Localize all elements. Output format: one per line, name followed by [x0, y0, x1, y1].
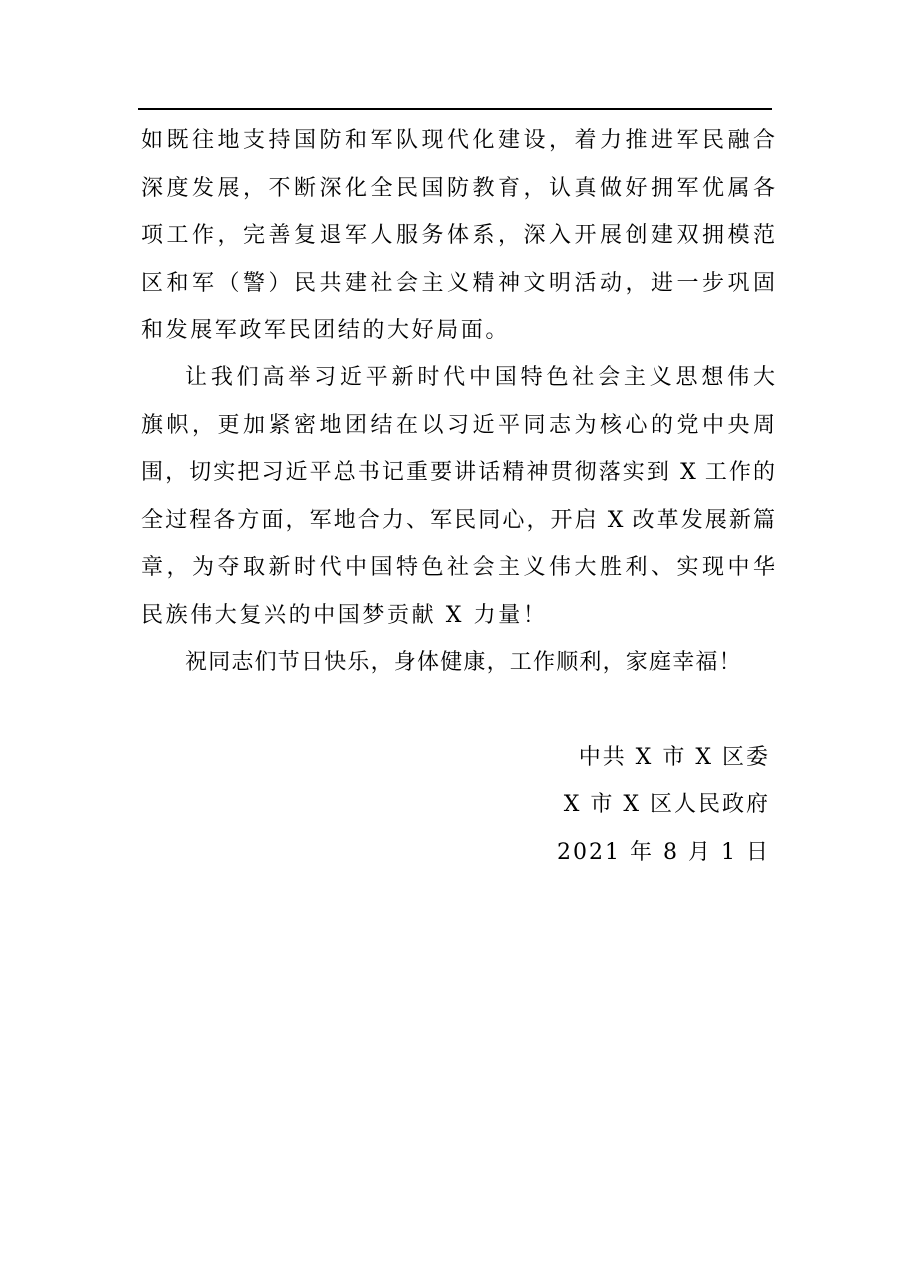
signature-government: X 市 X 区人民政府 — [563, 792, 770, 817]
text-line: 围，切实把习近平总书记重要讲话精神贯彻落实到 X 工作的 — [141, 460, 775, 485]
top-rule — [138, 108, 772, 110]
signature-date: 2021 年 8 月 1 日 — [557, 840, 770, 865]
text-line: 章，为夺取新时代中国特色社会主义伟大胜利、实现中华 — [141, 555, 775, 580]
text-line: 旗帜，更加紧密地团结在以习近平同志为核心的党中央周 — [141, 413, 775, 438]
text-line: 全过程各方面，军地合力、军民同心，开启 X 改革发展新篇 — [141, 508, 775, 533]
text-line: 项工作，完善复退军人服务体系，深入开展创建双拥模范 — [141, 223, 775, 248]
text-line: 如既往地支持国防和军队现代化建设，着力推进军民融合 — [141, 128, 775, 153]
text-line: 让我们高举习近平新时代中国特色社会主义思想伟大 — [185, 365, 775, 390]
text-line: 区和军（警）民共建社会主义精神文明活动，进一步巩固 — [141, 271, 775, 296]
signature-party-committee: 中共 X 市 X 区委 — [578, 745, 770, 770]
text-line: 和发展军政军民团结的大好局面。 — [141, 318, 511, 343]
text-line: 祝同志们节日快乐，身体健康，工作顺利，家庭幸福！ — [185, 650, 742, 675]
text-line: 深度发展，不断深化全民国防教育，认真做好拥军优属各 — [141, 176, 775, 201]
text-line: 民族伟大复兴的中国梦贡献 X 力量！ — [141, 603, 548, 628]
